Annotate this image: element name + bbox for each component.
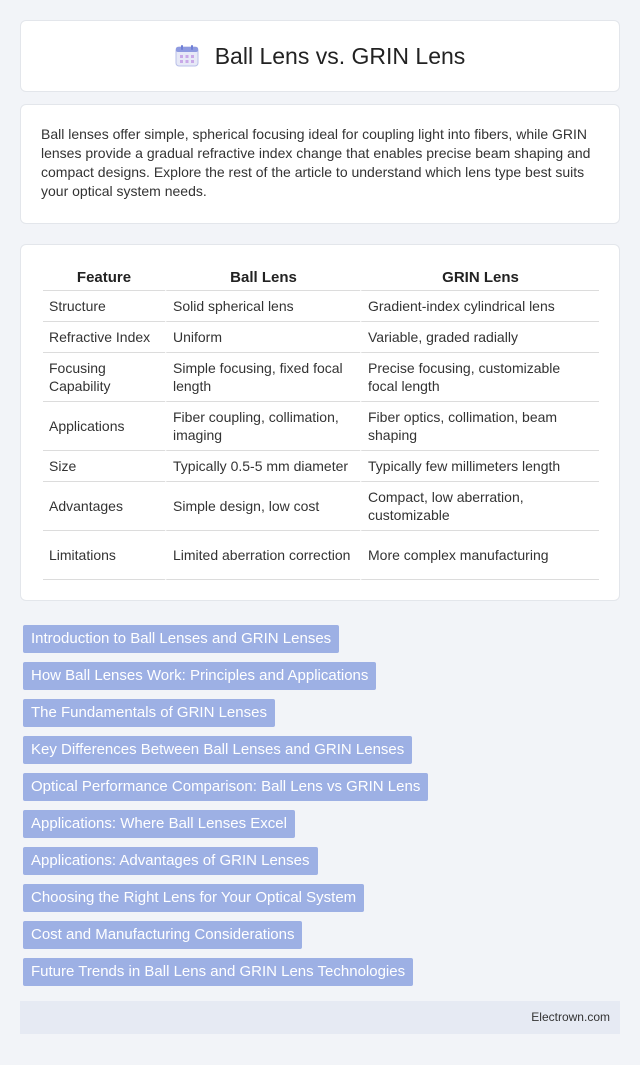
- table-cell: Fiber optics, collimation, beam shaping: [360, 402, 599, 451]
- table-cell: Size: [43, 451, 165, 482]
- header-ball-lens: Ball Lens: [165, 265, 360, 291]
- table-cell: Uniform: [165, 322, 360, 353]
- table-cell: Simple focusing, fixed focal length: [165, 353, 360, 402]
- intro-text: Ball lenses offer simple, spherical focusing ideal for coupling light into fibers, while GRIN lenses provide a gradual refractive index change that enables precise beam shaping and compact designs. Explore the rest of the article to understand which lens type best suits your optical system needs.: [41, 126, 591, 199]
- toc-link-cost-manufacturing[interactable]: Cost and Manufacturing Considerations: [23, 921, 302, 949]
- table-cell: Limitations: [43, 531, 165, 580]
- header-grin-lens: GRIN Lens: [360, 265, 599, 291]
- table-cell: Variable, graded radially: [360, 322, 599, 353]
- table-cell: Typically few millimeters length: [360, 451, 599, 482]
- table-row: [43, 451, 599, 482]
- table-cell: Solid spherical lens: [165, 291, 360, 322]
- table-cell: Compact, low aberration, customizable: [360, 482, 599, 531]
- table-cell: Focusing Capability: [43, 353, 165, 402]
- comparison-table: [43, 265, 599, 580]
- toc-link-ball-lens-applications[interactable]: Applications: Where Ball Lenses Excel: [23, 810, 295, 838]
- intro-card: [20, 104, 620, 224]
- table-cell: Advantages: [43, 482, 165, 531]
- toc-link-grin-fundamentals[interactable]: The Fundamentals of GRIN Lenses: [23, 699, 275, 727]
- table-cell: Typically 0.5-5 mm diameter: [165, 451, 360, 482]
- table-row: [43, 322, 599, 353]
- table-row: [43, 353, 599, 402]
- table-cell: Applications: [43, 402, 165, 451]
- table-row: [43, 291, 599, 322]
- footer: [20, 1001, 620, 1034]
- table-cell: Gradient-index cylindrical lens: [360, 291, 599, 322]
- header-feature: Feature: [43, 265, 165, 291]
- comparison-table-card: [20, 244, 620, 601]
- table-cell: Fiber coupling, collimation, imaging: [165, 402, 360, 451]
- toc-link-introduction[interactable]: Introduction to Ball Lenses and GRIN Lenses: [23, 625, 339, 653]
- table-cell: Structure: [43, 291, 165, 322]
- table-cell: Limited aberration correction: [165, 531, 360, 580]
- toc-link-choosing-lens[interactable]: Choosing the Right Lens for Your Optical System: [23, 884, 364, 912]
- toc-link-key-differences[interactable]: Key Differences Between Ball Lenses and GRIN Lenses: [23, 736, 412, 764]
- toc-link-future-trends[interactable]: Future Trends in Ball Lens and GRIN Lens Technologies: [23, 958, 413, 986]
- toc-link-optical-performance[interactable]: Optical Performance Comparison: Ball Lens vs GRIN Lens: [23, 773, 428, 801]
- table-row: [43, 482, 599, 531]
- toc-link-grin-advantages[interactable]: Applications: Advantages of GRIN Lenses: [23, 847, 318, 875]
- table-cell: Precise focusing, customizable focal length: [360, 353, 599, 402]
- table-row: [43, 531, 599, 580]
- table-row: [43, 402, 599, 451]
- table-header-row: [43, 265, 599, 291]
- calendar-icon: [175, 45, 199, 67]
- footer-site-name: Electrown.com: [531, 1010, 610, 1024]
- table-cell: Simple design, low cost: [165, 482, 360, 531]
- toc-link-how-ball-lenses-work[interactable]: How Ball Lenses Work: Principles and Applications: [23, 662, 376, 690]
- table-cell: Refractive Index: [43, 322, 165, 353]
- page-title: Ball Lens vs. GRIN Lens: [214, 42, 466, 69]
- title-card: [20, 20, 620, 92]
- table-cell: More complex manufacturing: [360, 531, 599, 580]
